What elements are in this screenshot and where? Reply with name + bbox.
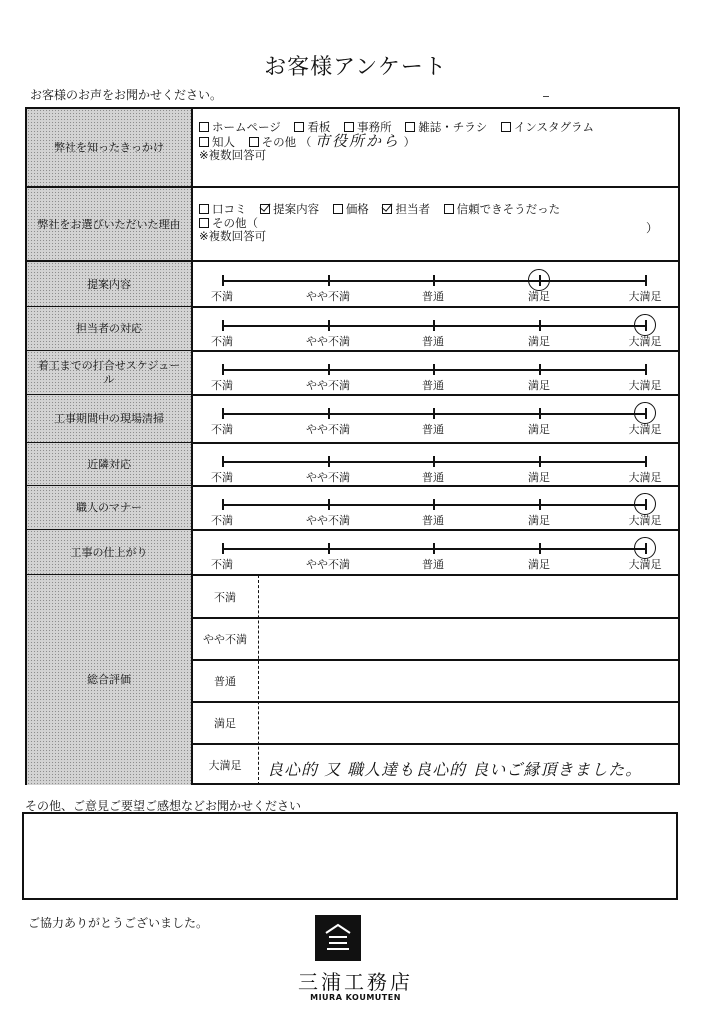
scale-tick[interactable] [539, 456, 541, 467]
scale-label: 普通 [422, 423, 444, 436]
scale-label: やや不満 [306, 379, 350, 392]
scale-label: やや不満 [306, 514, 350, 527]
rating-label: 提案内容 [27, 262, 193, 307]
checkbox-checked[interactable] [260, 204, 270, 214]
scale-tick[interactable] [328, 320, 330, 331]
survey-form [25, 107, 680, 785]
scale-tick[interactable] [433, 364, 435, 375]
q1-option-signboard[interactable]: 看板 [294, 120, 330, 134]
intro-text: お客様のお声をお聞かせください。 [30, 88, 223, 102]
scale-label: 普通 [422, 290, 444, 303]
scale-tick[interactable] [539, 320, 541, 331]
q1-options [199, 121, 604, 162]
overall-row-divider [193, 701, 678, 703]
overall-row-label: 普通 [214, 675, 236, 688]
rating-label: 近隣対応 [27, 443, 193, 486]
checkbox[interactable] [249, 137, 259, 147]
selected-rating-circle [528, 269, 550, 291]
scale-label: 大満足 [628, 423, 662, 436]
scale-tick[interactable] [328, 364, 330, 375]
checkbox[interactable] [199, 204, 209, 214]
other-comments-box[interactable] [22, 812, 678, 900]
overall-row-label: 大満足 [208, 759, 242, 772]
scale-label: 不満 [211, 514, 233, 527]
overall-comment[interactable]: 良心的 又 職人達も良心的 良いご縁頂きました。 [267, 760, 643, 779]
other-comments-label: その他、ご意見ご要望ご感想などお聞かせください [25, 799, 302, 813]
scale-label: やや不満 [306, 471, 350, 484]
checkbox[interactable] [199, 218, 209, 228]
q1-option-homepage[interactable]: ホームページ [199, 120, 281, 134]
overall-label: 総合評価 [27, 575, 193, 785]
scale-tick[interactable] [433, 320, 435, 331]
thanks-text: ご協力ありがとうございました。 [28, 916, 209, 930]
scale-tick[interactable] [222, 499, 224, 510]
selected-rating-circle [634, 402, 656, 424]
scale-tick[interactable] [539, 364, 541, 375]
q1-other-open: （ [299, 135, 312, 149]
scale-label: 大満足 [628, 558, 662, 571]
scale-label: 普通 [422, 335, 444, 348]
scale-label: 大満足 [628, 471, 662, 484]
scale-label: 満足 [528, 290, 550, 303]
rating-scale [193, 359, 680, 392]
scale-label: 不満 [211, 471, 233, 484]
q1-option-office[interactable]: 事務所 [344, 120, 392, 134]
q1-other-close: ） [403, 135, 416, 149]
scale-label: 不満 [211, 379, 233, 392]
scale-tick[interactable] [222, 543, 224, 554]
scale-label: 普通 [422, 471, 444, 484]
overall-row-label: 不満 [214, 591, 236, 604]
scale-label: 普通 [422, 514, 444, 527]
rating-label: 工事期間中の現場清掃 [27, 395, 193, 443]
scale-label: やや不満 [306, 558, 350, 571]
overall-row-label: やや不満 [203, 633, 247, 646]
scale-tick[interactable] [222, 320, 224, 331]
checkbox[interactable] [333, 204, 343, 214]
scale-tick[interactable] [433, 499, 435, 510]
q2-options [199, 203, 570, 243]
rating-scale [193, 270, 680, 303]
rating-label: 職人のマナー [27, 486, 193, 530]
overall-row-divider [193, 617, 678, 619]
overall-row-divider [193, 743, 678, 745]
scale-tick[interactable] [328, 408, 330, 419]
q1-option-magazine[interactable]: 雑誌・チラシ [405, 120, 487, 134]
checkbox[interactable] [199, 122, 209, 132]
scale-tick[interactable] [433, 543, 435, 554]
scale-tick[interactable] [539, 499, 541, 510]
q2-option-other[interactable]: その他（ [199, 217, 570, 230]
scale-tick[interactable] [433, 456, 435, 467]
rating-scale [193, 494, 680, 527]
scale-tick[interactable] [645, 364, 647, 375]
rating-scale [193, 538, 680, 571]
company-name-en: MIURA KOUMUTEN [310, 993, 401, 1002]
scale-label: 満足 [528, 423, 550, 436]
q2-option-price[interactable]: 価格 [333, 202, 369, 216]
scale-tick[interactable] [539, 408, 541, 419]
scale-label: 不満 [211, 558, 233, 571]
scale-label: 普通 [422, 558, 444, 571]
scale-label: 不満 [211, 335, 233, 348]
scale-label: 満足 [528, 379, 550, 392]
scale-label: 大満足 [628, 514, 662, 527]
checkbox[interactable] [344, 122, 354, 132]
scale-label: 満足 [528, 471, 550, 484]
scale-label: 大満足 [628, 290, 662, 303]
scale-tick[interactable] [222, 275, 224, 286]
scale-label: 満足 [528, 514, 550, 527]
checkbox[interactable] [199, 137, 209, 147]
rating-scale [193, 403, 680, 436]
selected-rating-circle [634, 537, 656, 559]
rating-label: 着工までの打合せスケジュール [27, 351, 193, 395]
scale-label: 普通 [422, 379, 444, 392]
scale-label: 満足 [528, 335, 550, 348]
checkbox-checked[interactable] [382, 204, 392, 214]
scale-tick[interactable] [328, 543, 330, 554]
checkbox[interactable] [405, 122, 415, 132]
scale-tick[interactable] [433, 408, 435, 419]
scale-label: やや不満 [306, 423, 350, 436]
scale-tick[interactable] [645, 275, 647, 286]
q2-other-close: ） [645, 221, 658, 235]
rating-scale [193, 315, 680, 348]
stray-mark [543, 96, 549, 97]
scale-tick[interactable] [222, 364, 224, 375]
scale-tick[interactable] [433, 275, 435, 286]
scale-tick[interactable] [222, 408, 224, 419]
q1-option-acquaintance[interactable]: 知人 [199, 135, 235, 149]
rating-scale [193, 451, 680, 484]
survey-title: お客様アンケート [264, 55, 447, 80]
scale-tick[interactable] [328, 456, 330, 467]
overall-dashed-divider [258, 575, 259, 785]
q2-label: 弊社をお選びいただいた理由 [27, 188, 193, 261]
scale-tick[interactable] [328, 275, 330, 286]
company-logo-icon [315, 915, 361, 961]
scale-label: やや不満 [306, 335, 350, 348]
rating-label: 工事の仕上がり [27, 530, 193, 575]
scale-tick[interactable] [539, 543, 541, 554]
q1-option-instagram[interactable]: インスタグラム [501, 120, 594, 134]
scale-label: 大満足 [628, 379, 662, 392]
q2-option-trustworthy[interactable]: 信頼できそうだった [444, 202, 561, 216]
q1-option-other[interactable]: その他 [249, 135, 297, 149]
checkbox[interactable] [444, 204, 454, 214]
selected-rating-circle [634, 314, 656, 336]
q1-note: ※複数回答可 [199, 148, 267, 162]
selected-rating-circle [634, 493, 656, 515]
overall-row-divider [193, 659, 678, 661]
q2-note: ※複数回答可 [199, 229, 267, 243]
scale-tick[interactable] [222, 456, 224, 467]
q2-option-reviews[interactable]: 口コミ [199, 202, 247, 216]
q2-option-proposal[interactable]: 提案内容 [260, 202, 319, 216]
scale-label: 不満 [211, 423, 233, 436]
scale-tick[interactable] [328, 499, 330, 510]
scale-label: 満足 [528, 558, 550, 571]
q1-label: 弊社を知ったきっかけ [27, 109, 193, 187]
q1-other-handwritten[interactable]: 市役所から [314, 132, 400, 150]
checkbox[interactable] [294, 122, 304, 132]
overall-row-label: 満足 [214, 717, 236, 730]
scale-label: 大満足 [628, 335, 662, 348]
scale-tick[interactable] [645, 456, 647, 467]
company-name: 三浦工務店 [298, 970, 413, 994]
checkbox[interactable] [501, 122, 511, 132]
scale-label: やや不満 [306, 290, 350, 303]
scale-label: 不満 [211, 290, 233, 303]
q2-option-staff[interactable]: 担当者 [382, 202, 430, 216]
rating-label: 担当者の対応 [27, 307, 193, 351]
